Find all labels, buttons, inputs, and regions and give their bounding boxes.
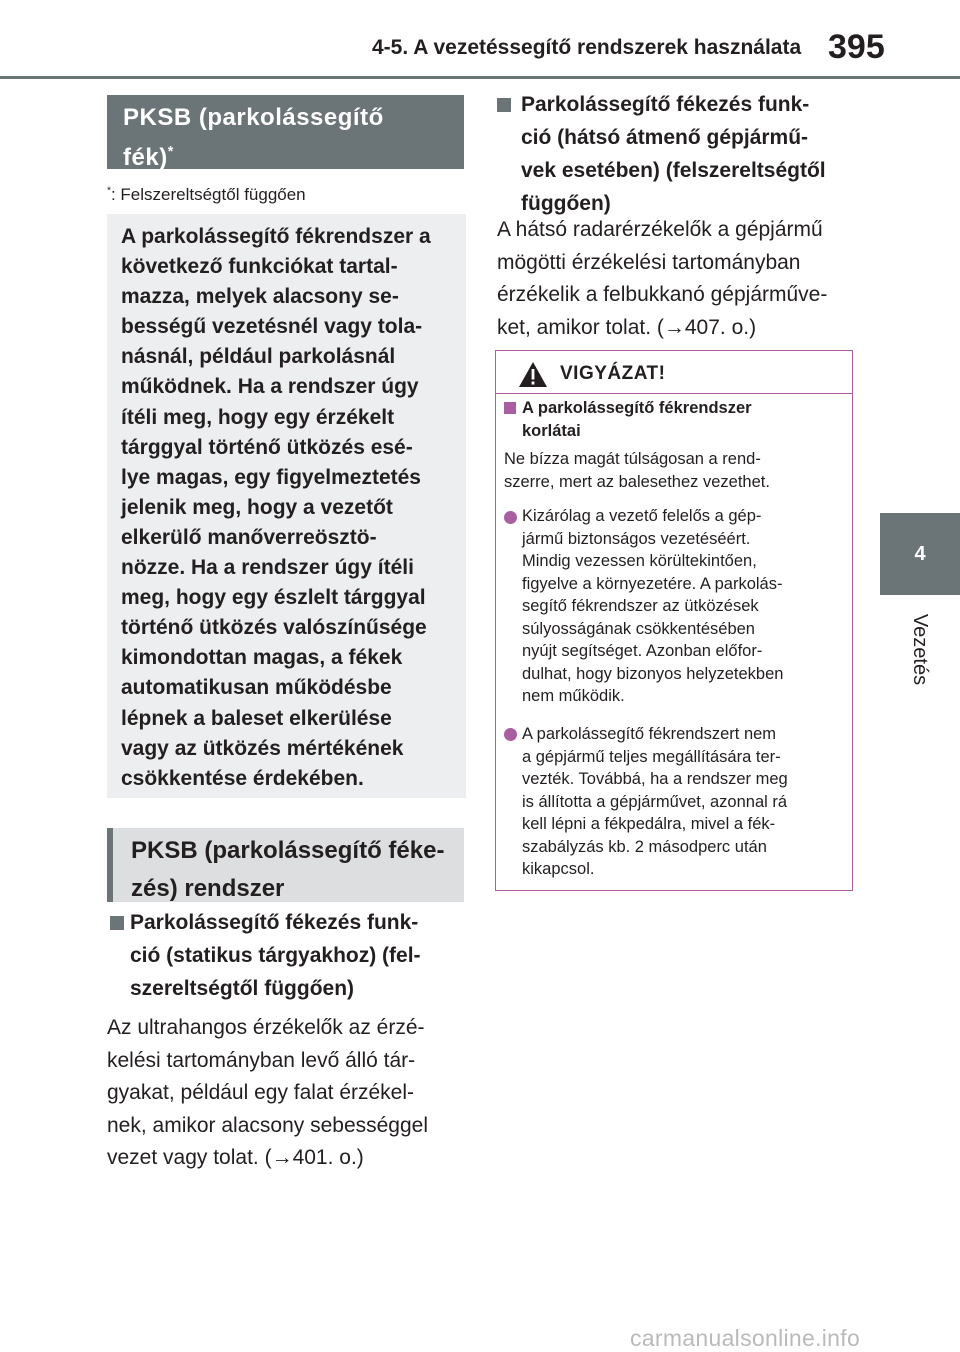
bullet-line: A parkolássegítő fékrendszert nem bbox=[522, 725, 777, 743]
body-line: kelési tartományban levő álló tár- bbox=[107, 1048, 416, 1072]
subheading-line: A parkolássegítő fékrendszer bbox=[522, 399, 752, 417]
bullet-line: nem működik. bbox=[522, 687, 625, 705]
heading-line: ció (statikus tárgyakhoz) (fel- bbox=[130, 944, 421, 967]
warning-paragraph bbox=[504, 448, 770, 493]
chapter-number: 4 bbox=[914, 542, 926, 565]
square-bullet-icon bbox=[504, 402, 516, 414]
intro-line: lye magas, egy figyelmeztetés bbox=[121, 465, 421, 489]
pksb-title-text: fék) bbox=[123, 144, 168, 171]
bullet-line: a gépjármű teljes megállítására ter- bbox=[522, 747, 781, 766]
bullet-line: nyújt segítséget. Azonban előfor- bbox=[522, 642, 763, 660]
intro-line: násnál, például parkolásnál bbox=[121, 345, 396, 369]
subheading-line: korlátai bbox=[522, 421, 581, 440]
bullet-line: figyelve a környezetére. A parkolás- bbox=[522, 574, 783, 593]
bullet-line: segítő fékrendszer az ütközések bbox=[522, 597, 759, 615]
heading-line: vek esetében) (felszereltségtől bbox=[521, 159, 826, 182]
bullet-line: szabályzás kb. 2 másodperc után bbox=[522, 837, 767, 856]
bullet-line: dulhat, hogy bizonyos helyzetekben bbox=[522, 664, 784, 683]
pksb-title-asterisk: * bbox=[167, 144, 174, 160]
intro-line: nözze. Ha a rendszer úgy ítéli bbox=[121, 556, 414, 580]
paragraph-line: Ne bízza magát túlságosan a rend- bbox=[504, 450, 761, 468]
warning-bullet-2 bbox=[522, 723, 788, 881]
intro-line: vagy az ütközés mértékének bbox=[121, 736, 404, 760]
bullet-line: Kizárólag a vezető felelős a gép- bbox=[522, 507, 762, 525]
footnote bbox=[107, 185, 306, 205]
square-bullet-icon bbox=[497, 98, 511, 112]
intro-line: bességű vezetésnél vagy tola- bbox=[121, 315, 423, 339]
intro-line: tárggyal történő ütközés esé- bbox=[121, 435, 413, 459]
rear-section-body bbox=[497, 214, 857, 344]
body-line: vezet vagy tolat. (→401. o.) bbox=[107, 1146, 364, 1169]
rear-section-heading bbox=[497, 88, 857, 220]
warning-triangle-icon bbox=[518, 361, 548, 388]
static-section-heading bbox=[110, 906, 470, 1005]
system-heading bbox=[107, 828, 464, 902]
intro-line: automatikusan működésbe bbox=[121, 676, 392, 700]
pksb-title-box bbox=[107, 95, 464, 169]
intro-line: jelenik meg, hogy a vezetőt bbox=[121, 495, 393, 519]
section-title: 4-5. A vezetéssegítő rendszerek használata bbox=[372, 36, 802, 59]
bullet-line: kikapcsol. bbox=[522, 860, 595, 878]
round-bullet-icon bbox=[504, 728, 517, 741]
bullet-line: Mindig vezessen körültekintően, bbox=[522, 552, 757, 570]
body-line: A hátsó radarérzékelők a gépjármű bbox=[497, 218, 823, 241]
body-line: mögötti érzékelési tartományban bbox=[497, 250, 801, 274]
heading-line: ció (hátsó átmenő gépjármű- bbox=[521, 126, 809, 149]
bullet-line: kell lépni a fékpedálra, mivel a fék- bbox=[522, 815, 776, 833]
body-line: Az ultrahangos érzékelők az érzé- bbox=[107, 1016, 425, 1039]
pksb-title-line2 bbox=[123, 135, 448, 175]
body-line: érzékelik a felbukkanó gépjárműve- bbox=[497, 283, 828, 306]
intro-line: kimondottan magas, a fékek bbox=[121, 646, 403, 670]
body-line: gyakat, például egy falat érzékel- bbox=[107, 1081, 415, 1104]
body-line: ket, amikor tolat. (→407. o.) bbox=[497, 315, 757, 339]
warning-header bbox=[496, 351, 852, 394]
page-number: 395 bbox=[828, 28, 885, 66]
header-rule bbox=[0, 76, 960, 79]
intro-line: ítéli meg, hogy egy érzékelt bbox=[121, 405, 395, 429]
paragraph-line: szerre, mert az balesethez vezethet. bbox=[504, 472, 770, 491]
intro-line: elkerülő manőverreösztö- bbox=[121, 525, 377, 549]
intro-line: csökkentése érdekében. bbox=[121, 766, 364, 790]
intro-line: következő funkciókat tartal- bbox=[121, 255, 398, 279]
chapter-label bbox=[900, 604, 940, 694]
heading-line: szereltségtől függően) bbox=[130, 977, 355, 1000]
footnote-text: : Felszereltségtől függően bbox=[110, 185, 306, 204]
chapter-tab bbox=[880, 513, 960, 595]
static-section-body bbox=[107, 1012, 472, 1175]
warning-box bbox=[495, 350, 853, 891]
intro-line: történő ütközés valószínűsége bbox=[121, 616, 427, 640]
intro-line: mazza, melyek alacsony se- bbox=[121, 285, 399, 309]
heading-line: Parkolássegítő fékezés funk- bbox=[130, 911, 419, 934]
intro-box bbox=[107, 214, 466, 798]
bullet-line: vezték. Továbbá, ha a rendszer meg bbox=[522, 770, 788, 788]
pksb-title-line1: PKSB (parkolássegítő bbox=[123, 104, 384, 131]
footnote-marker: * bbox=[107, 185, 111, 197]
body-line: nek, amikor alacsony sebességgel bbox=[107, 1113, 429, 1137]
intro-line: A parkolássegítő fékrendszer a bbox=[121, 225, 431, 248]
warning-bullet-1 bbox=[522, 505, 783, 708]
system-heading-line1: PKSB (parkolássegítő féke- bbox=[131, 837, 445, 864]
watermark: carmanualsonline.info bbox=[630, 1325, 861, 1351]
warning-subheading bbox=[522, 397, 752, 442]
square-bullet-icon bbox=[110, 916, 124, 930]
bullet-line: jármű biztonságos vezetéséért. bbox=[522, 529, 751, 548]
heading-line: Parkolássegítő fékezés funk- bbox=[521, 93, 810, 116]
intro-line: meg, hogy egy észlelt tárggyal bbox=[121, 586, 426, 610]
intro-line: lépnek a baleset elkerülése bbox=[121, 706, 392, 730]
heading-line: függően) bbox=[521, 192, 611, 215]
bullet-line: súlyosságának csökkentésében bbox=[522, 619, 755, 638]
round-bullet-icon bbox=[504, 511, 517, 524]
chapter-label-text: Vezetés bbox=[909, 613, 932, 685]
system-heading-line2: zés) rendszer bbox=[131, 875, 285, 902]
bullet-line: is állította a gépjárművet, azonnal rá bbox=[522, 792, 788, 811]
intro-line: működnek. Ha a rendszer úgy bbox=[121, 375, 419, 399]
warning-title: VIGYÁZAT! bbox=[560, 363, 666, 384]
